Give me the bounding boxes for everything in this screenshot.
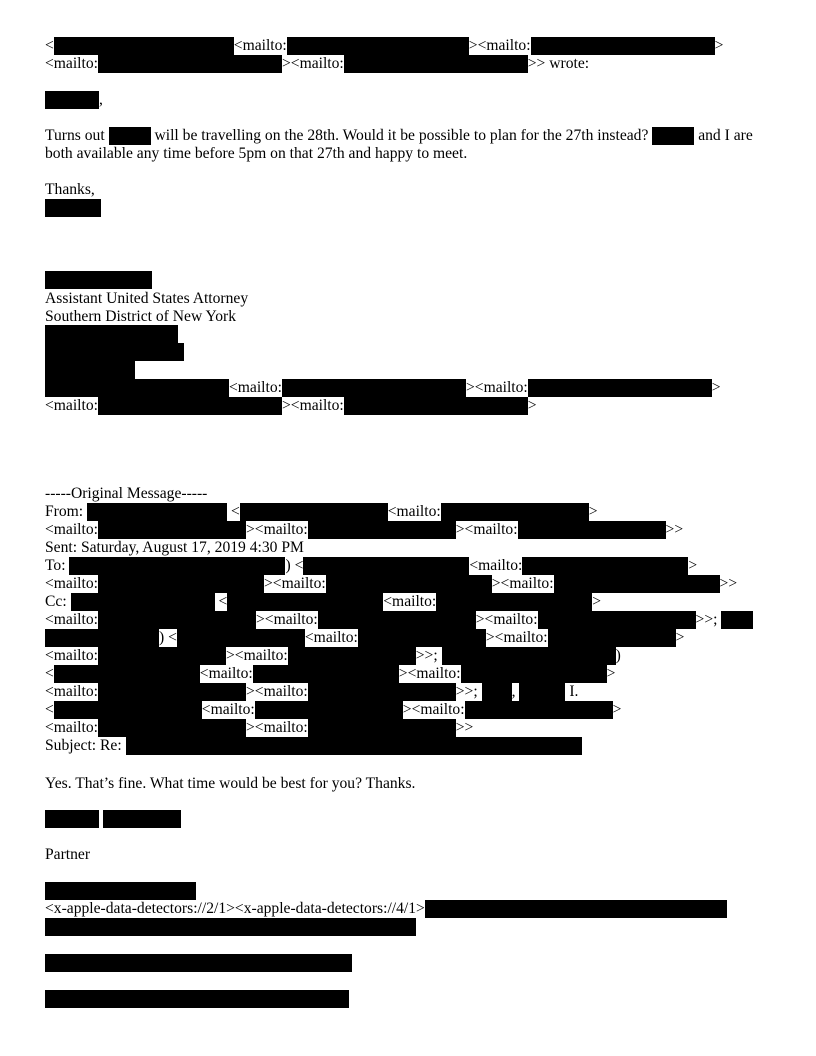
cc-line-4: <mailto: ><mailto: >>; )	[45, 647, 621, 664]
redaction	[344, 55, 528, 73]
redaction	[45, 91, 99, 109]
body-line-1: Turns out will be travelling on the 28th. Would it be possible to plan for the 27th instead? and I are	[45, 127, 753, 144]
redaction	[465, 701, 613, 719]
signature-address-redacted	[45, 325, 178, 343]
redaction	[45, 954, 352, 972]
redaction	[482, 683, 512, 701]
redaction	[538, 611, 696, 629]
redaction	[519, 683, 565, 701]
redaction	[87, 503, 227, 521]
cc-line-3: ) < <mailto: ><mailto: >	[45, 629, 684, 647]
redaction	[240, 503, 388, 521]
redaction	[303, 557, 469, 575]
redaction	[45, 361, 135, 379]
contact-line-redacted-1	[45, 954, 352, 972]
to-line-2: <mailto: ><mailto: ><mailto: >>	[45, 575, 738, 592]
signature-phone-redacted	[45, 343, 184, 361]
redaction	[554, 575, 720, 593]
redaction	[436, 593, 592, 611]
original-message-divider: -----Original Message-----	[45, 485, 208, 502]
subject-line: Subject: Re:	[45, 737, 582, 755]
redaction	[98, 397, 282, 415]
redaction	[98, 575, 264, 593]
redaction	[288, 647, 416, 665]
contact-line-redacted-2	[45, 990, 349, 1008]
cc-line-6: <mailto: ><mailto: >>; , I.	[45, 683, 579, 700]
redaction	[308, 521, 456, 539]
redaction	[461, 665, 607, 683]
redaction	[45, 810, 99, 828]
redaction	[126, 737, 582, 755]
redaction	[103, 810, 181, 828]
redaction	[45, 882, 196, 900]
redaction	[227, 593, 383, 611]
signature-line-redacted	[45, 361, 135, 379]
header-line-1: < <mailto: ><mailto: >	[45, 37, 724, 54]
redaction	[308, 719, 456, 737]
redaction	[45, 629, 159, 647]
redaction	[98, 683, 246, 701]
signature-title: Assistant United States Attorney	[45, 290, 249, 307]
signature-email-line-1: <mailto: ><mailto: >	[45, 379, 721, 397]
address-redacted	[45, 918, 416, 936]
redaction	[652, 127, 694, 145]
redaction	[45, 918, 416, 936]
redaction	[308, 683, 456, 701]
redaction	[282, 379, 466, 397]
redaction	[98, 647, 226, 665]
redaction	[54, 665, 200, 683]
redaction	[344, 397, 528, 415]
redaction	[253, 665, 399, 683]
redaction	[531, 37, 715, 55]
original-sender-role: Partner	[45, 846, 91, 863]
redaction	[45, 990, 349, 1008]
redaction	[45, 379, 229, 397]
redaction	[69, 557, 285, 575]
redaction	[45, 271, 152, 289]
cc-line-2: <mailto: ><mailto: ><mailto: >>;	[45, 611, 753, 629]
redaction	[98, 611, 256, 629]
apple-data-detectors-line: <x-apple-data-detectors://2/1><x-apple-data-detectors://4/1>	[45, 900, 727, 918]
signature-name-redacted	[45, 271, 152, 289]
redaction	[358, 629, 486, 647]
redaction	[425, 900, 727, 918]
redaction	[54, 37, 234, 55]
cc-line-5: < <mailto: ><mailto: >	[45, 665, 616, 682]
redaction	[548, 629, 676, 647]
redaction	[98, 521, 246, 539]
redaction	[54, 701, 202, 719]
firm-name-redacted	[45, 882, 196, 900]
cc-line-8: <mailto: ><mailto: >>	[45, 719, 474, 736]
cc-line-7: < <mailto: ><mailto: >	[45, 701, 622, 718]
redaction	[441, 503, 589, 521]
original-sender-name-redacted	[45, 810, 181, 828]
redaction	[528, 379, 712, 397]
redaction	[45, 343, 184, 361]
signature-email-line-2: <mailto: ><mailto: >	[45, 397, 537, 414]
redaction	[318, 611, 476, 629]
from-line-1: From: < <mailto: >	[45, 503, 598, 520]
to-line-1: To: ) < <mailto: >	[45, 557, 698, 574]
redaction	[518, 521, 666, 539]
sent-line: Sent: Saturday, August 17, 2019 4:30 PM	[45, 539, 304, 556]
signature-office: Southern District of New York	[45, 308, 237, 325]
redaction	[287, 37, 469, 55]
sender-name-redacted	[45, 199, 101, 217]
redaction	[98, 719, 246, 737]
redaction	[71, 593, 215, 611]
redaction	[442, 647, 616, 665]
redaction	[326, 575, 492, 593]
redaction	[98, 55, 282, 73]
redaction	[109, 127, 151, 145]
redaction	[255, 701, 403, 719]
redaction	[177, 629, 305, 647]
original-reply-text: Yes. That’s fine. What time would be best for you? Thanks.	[45, 775, 416, 792]
from-line-2: <mailto: ><mailto: ><mailto: >>	[45, 521, 684, 538]
redaction	[522, 557, 688, 575]
body-line-2: both available any time before 5pm on that 27th and happy to meet.	[45, 145, 468, 162]
redaction	[721, 611, 753, 629]
salutation: ,	[45, 91, 103, 109]
cc-line-1: Cc: < <mailto: >	[45, 593, 602, 610]
sign-off: Thanks,	[45, 181, 95, 198]
redaction	[45, 199, 101, 217]
header-line-2: <mailto: ><mailto: >> wrote:	[45, 55, 590, 72]
redaction	[45, 325, 178, 343]
